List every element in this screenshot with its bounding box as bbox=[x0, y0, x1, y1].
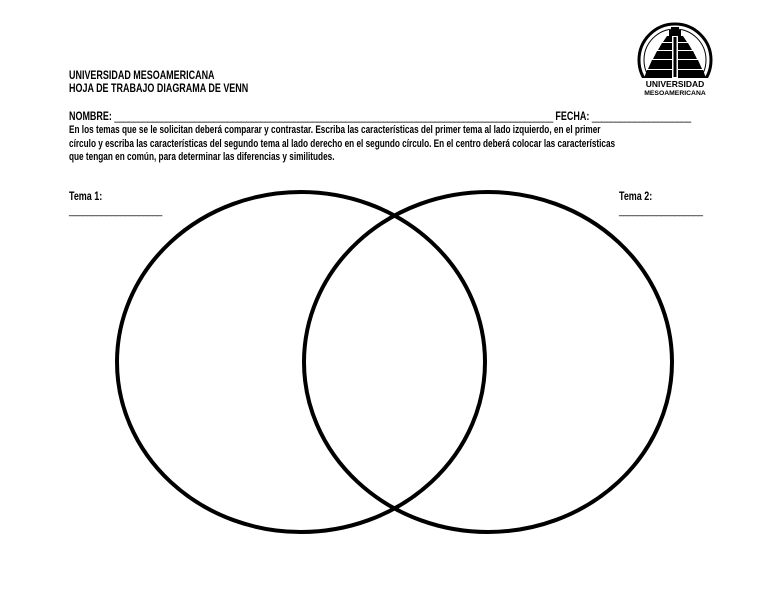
date-label: FECHA: bbox=[555, 111, 590, 123]
topic-2-field[interactable]: __________________ bbox=[619, 205, 703, 217]
name-label: NOMBRE: bbox=[69, 111, 112, 123]
logo-text-1: UNIVERSIDAD bbox=[645, 79, 705, 89]
date-field[interactable]: _____________________ bbox=[591, 111, 691, 123]
name-field[interactable]: _____________________________________________________________________________________________ bbox=[114, 111, 553, 123]
topic-1-label: Tema 1: bbox=[69, 191, 103, 203]
logo-text-2: MESOAMERICANA bbox=[644, 90, 706, 97]
instructions-line: En los temas que se le solicitan deberá comparar y contrastar. Escriba las características del primer tema al lado izquierdo, en el primer bbox=[69, 124, 601, 136]
instructions-line: círculo y escriba las características del segundo tema al lado derecho en el segundo círculo. En el centro deberá colocar las características bbox=[69, 137, 616, 150]
worksheet-title: HOJA DE TRABAJO DIAGRAMA DE VENN bbox=[69, 83, 249, 95]
venn-circle-right[interactable] bbox=[304, 192, 672, 532]
topic-2-label: Tema 2: bbox=[619, 191, 653, 203]
topic-1-field[interactable]: ____________________ bbox=[69, 205, 163, 217]
university-name: UNIVERSIDAD MESOAMERICANA bbox=[69, 70, 215, 82]
venn-circle-left[interactable] bbox=[117, 192, 485, 532]
instructions-line: que tengan en común, para determinar las diferencias y similitudes. bbox=[69, 151, 335, 163]
